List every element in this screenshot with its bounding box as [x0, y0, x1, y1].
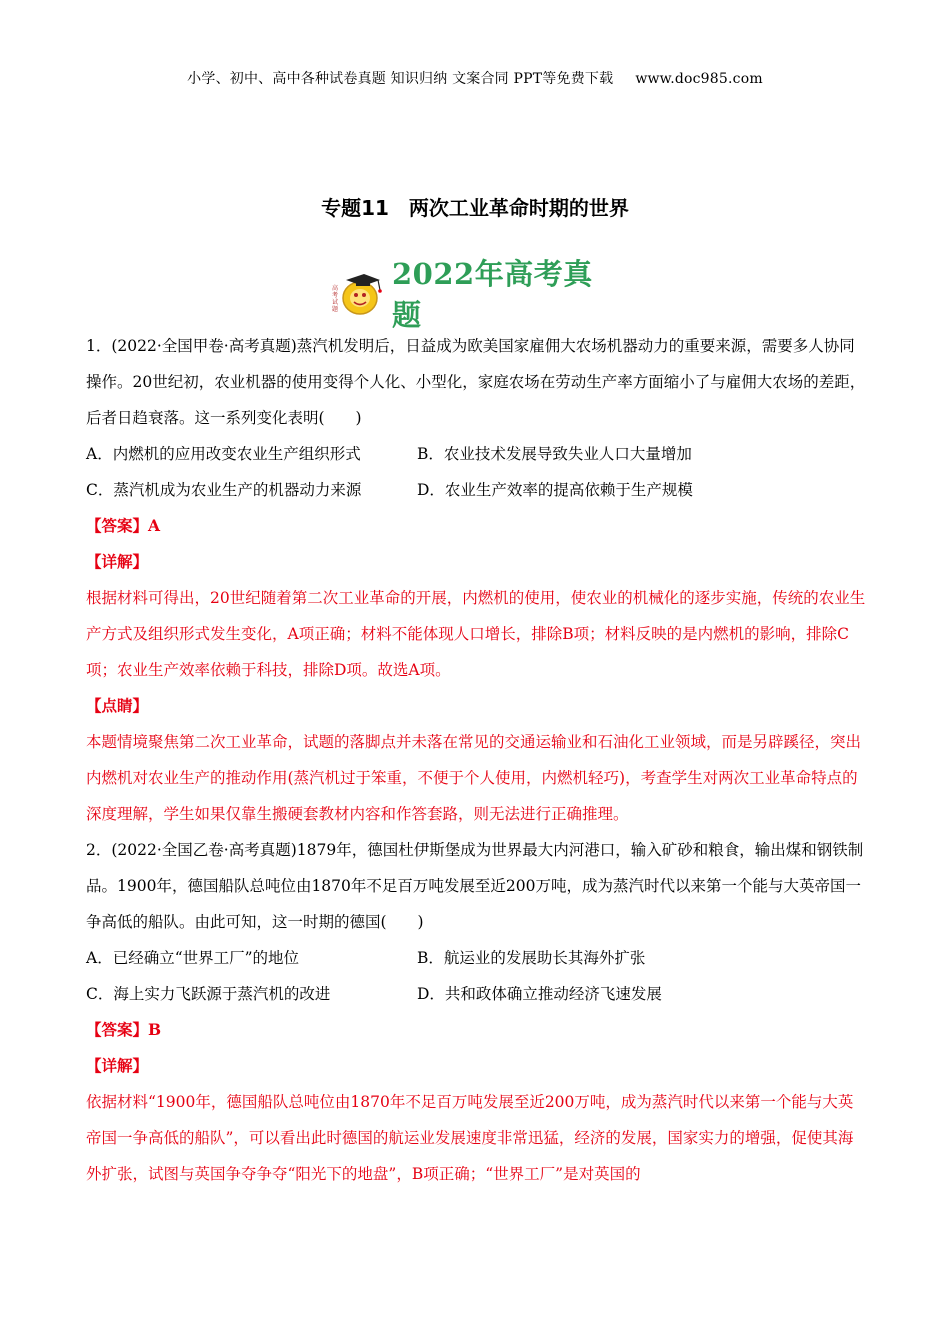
q1-option-b: B．农业技术发展导致失业人口大量增加 — [417, 445, 692, 463]
q1-stem: 1．(2022·全国甲卷·高考真题)蒸汽机发明后，日益成为欧美国家雇佣大农场机器动力的重要来源，需要多人协同操作。20世纪初，农业机器的使用变得个人化、小型化，家庭农场在劳动生产率方面缩小了与雇佣大农场的差距，后者日趋衰落。这一系列变化表明( ) — [86, 337, 866, 427]
title-name: 两次工业革命时期的世界 — [408, 196, 629, 220]
section-banner — [330, 257, 620, 332]
q2-option-c: C．海上实力飞跃源于蒸汽机的改进 — [86, 985, 331, 1003]
q1-note-label: 【点睛】 — [86, 696, 149, 715]
q1-options-row-1 — [86, 436, 866, 472]
q2-detail-label: 【详解】 — [86, 1056, 149, 1075]
page-title — [0, 192, 950, 221]
q2-answer — [86, 1012, 866, 1048]
q1-option-d: D．农业生产效率的提高依赖于生产规模 — [417, 481, 693, 499]
q1-answer — [86, 508, 866, 544]
q2-detail: 依据材料“1900年，德国船队总吨位由1870年不足百万吨发展至近200万吨，成为蒸汽时代以来第一个能与大英帝国一争高低的船队”，可以看出此时德国的航运业发展速度非常迅猛，经济的发展，国家实力的增强，促使其海外扩张，试图与英国争夺争夺“阳光下的地盘”，B项正确；“世界工厂”是对英国的 — [86, 1093, 854, 1183]
q1-answer-value: A — [148, 516, 161, 535]
q2-option-b: B．航运业的发展助长其海外扩张 — [417, 949, 646, 967]
q1-answer-label: 【答案】 — [86, 516, 149, 535]
q2-option-d: D．共和政体确立推动经济飞速发展 — [417, 985, 662, 1003]
q2-answer-value: B — [148, 1020, 162, 1039]
q2-options-row-1 — [86, 940, 866, 976]
exam-mascot-icon — [330, 268, 386, 318]
mascot-label: 高考试题 — [332, 285, 339, 313]
header-text: 小学、初中、高中各种试卷真题 知识归纳 文案合同 PPT等免费下载 — [187, 71, 614, 87]
q1-note: 本题情境聚焦第二次工业革命，试题的落脚点并未落在常见的交通运输业和石油化工业领域，而是另辟蹊径，突出内燃机对农业生产的推动作用(蒸汽机过于笨重，不便于个人使用，内燃机轻巧)，考查学生对两次工业革命特点的深度理解，学生如果仅靠生搬硬套教材内容和作答套路，则无法进行正确推理。 — [86, 733, 862, 823]
q2-answer-label: 【答案】 — [86, 1020, 149, 1039]
q2-option-a: A．已经确立“世界工厂”的地位 — [86, 949, 300, 967]
q1-detail: 根据材料可得出，20世纪随着第二次工业革命的开展，内燃机的使用，使农业的机械化的逐步实施，传统的农业生产方式及组织形式发生变化，A项正确；材料不能体现人口增长，排除B项；材料反映的是内燃机的影响，排除C项；农业生产效率依赖于科技，排除D项。故选A项。 — [86, 589, 866, 679]
q1-option-c: C．蒸汽机成为农业生产的机器动力来源 — [86, 481, 362, 499]
q1-options-row-2 — [86, 472, 866, 508]
q2-options-row-2 — [86, 976, 866, 1012]
header-site-link[interactable]: www.doc985.com — [635, 71, 763, 87]
q1-detail-label: 【详解】 — [86, 552, 149, 571]
document-content — [86, 328, 866, 1192]
q1-option-a: A．内燃机的应用改变农业生产组织形式 — [86, 445, 361, 463]
banner-text: 2022年高考真题 — [392, 257, 593, 332]
page-header — [0, 68, 950, 88]
q2-stem: 2．(2022·全国乙卷·高考真题)1879年，德国杜伊斯堡成为世界最大内河港口，输入矿砂和粮食，输出煤和钢铁制品。1900年，德国船队总吨位由1870年不足百万吨发展至近200万吨，成为蒸汽时代以来第一个能与大英帝国一争高低的船队。由此可知，这一时期的德国( ) — [86, 841, 864, 931]
title-number: 专题11 — [321, 196, 389, 220]
